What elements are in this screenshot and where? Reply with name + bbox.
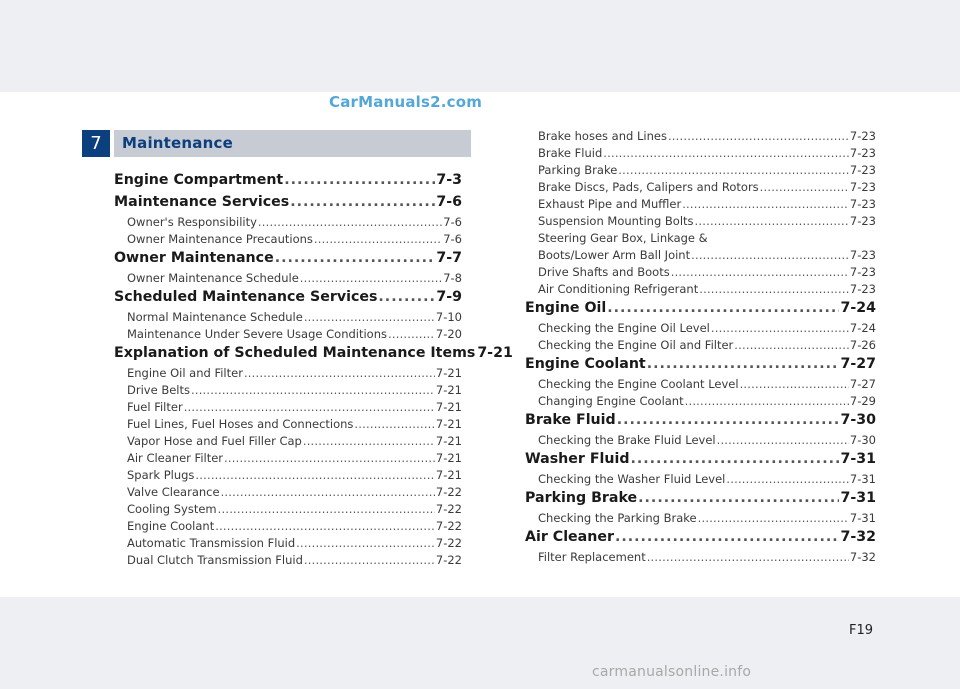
toc-subsection-entry[interactable]: [114, 518, 462, 535]
toc-entry-label: Suspension Mounting Bolts: [538, 214, 694, 228]
toc-entry-label: Checking the Parking Brake: [538, 511, 697, 525]
toc-entry-page: 7-31: [849, 472, 876, 486]
toc-subsection-entry[interactable]: [525, 128, 876, 145]
toc-entry-page: 7-23: [849, 248, 876, 262]
page-number: F19: [849, 623, 874, 638]
toc-dot-leader: [647, 354, 840, 374]
toc-entry-label: Checking the Engine Coolant Level: [538, 377, 739, 391]
toc-entry-page: 7-30: [849, 433, 876, 447]
toc-entry-page: 7-22: [435, 553, 462, 567]
toc-section-entry[interactable]: [114, 170, 462, 190]
toc-entry-page: 7-10: [435, 310, 462, 324]
toc-entry-page: 7-31: [840, 490, 876, 506]
toc-entry-page: 7-23: [849, 180, 876, 194]
toc-subsection-entry[interactable]: [114, 365, 462, 382]
toc-entry-label: Washer Fluid: [525, 451, 630, 467]
toc-entry-label: Engine Oil: [525, 300, 607, 316]
toc-section-entry[interactable]: [114, 287, 462, 307]
toc-subsection-entry[interactable]: [525, 337, 876, 354]
toc-section-entry[interactable]: [525, 298, 876, 318]
toc-subsection-entry[interactable]: [114, 214, 462, 231]
toc-dot-leader: [224, 450, 435, 467]
toc-entry-label: Checking the Engine Oil Level: [538, 321, 710, 335]
toc-entry-page: 7-24: [840, 300, 876, 316]
toc-entry-label: Owner Maintenance: [114, 250, 274, 266]
toc-dot-leader: [215, 518, 435, 535]
toc-entry-page: 7-23: [849, 282, 876, 296]
toc-dot-leader: [711, 320, 849, 337]
toc-entry-label: Normal Maintenance Schedule: [127, 310, 303, 324]
toc-entry-page: 7-7: [436, 250, 462, 266]
toc-entry-label: Owner's Responsibility: [127, 215, 257, 229]
toc-subsection-entry[interactable]: [114, 231, 462, 248]
toc-subsection-entry[interactable]: [525, 432, 876, 449]
toc-dot-leader: [734, 337, 849, 354]
toc-entry-label: Engine Coolant: [525, 356, 646, 372]
toc-dot-leader: [191, 382, 435, 399]
toc-entry-page: 7-21: [435, 468, 462, 482]
toc-dot-leader: [195, 467, 434, 484]
toc-entry-label: Air Cleaner: [525, 529, 614, 545]
toc-entry-page: 7-23: [849, 197, 876, 211]
toc-entry-page: 7-21: [477, 345, 513, 361]
toc-entry-label: Brake hoses and Lines: [538, 129, 667, 143]
toc-subsection-entry[interactable]: [525, 162, 876, 179]
toc-entry-page: 7-32: [840, 529, 876, 545]
toc-entry-label: Exhaust Pipe and Muffler: [538, 197, 682, 211]
toc-entry-page: 7-22: [435, 519, 462, 533]
toc-entry-label: Owner Maintenance Precautions: [127, 232, 313, 246]
toc-entry-label: Changing Engine Coolant: [538, 394, 684, 408]
toc-dot-leader: [726, 471, 849, 488]
toc-dot-leader: [740, 376, 849, 393]
toc-entry-label: Boots/Lower Arm Ball Joint: [538, 248, 691, 262]
toc-entry-label: Parking Brake: [538, 163, 618, 177]
toc-subsection-entry[interactable]: [114, 450, 462, 467]
toc-entry-page: 7-32: [849, 550, 876, 564]
toc-dot-leader: [603, 145, 849, 162]
toc-entry-page: 7-23: [849, 163, 876, 177]
toc-dot-leader: [300, 270, 442, 287]
footer-band: [0, 597, 960, 689]
toc-entry-label: Checking the Brake Fluid Level: [538, 433, 716, 447]
toc-entry-label: Maintenance Under Severe Usage Conditions: [127, 327, 387, 341]
toc-entry-label: Engine Compartment: [114, 172, 284, 188]
toc-section-entry[interactable]: [525, 449, 876, 469]
toc-subsection-entry[interactable]: [114, 535, 462, 552]
toc-section-entry[interactable]: [114, 343, 513, 363]
toc-dot-leader: [388, 326, 435, 343]
toc-subsection-entry[interactable]: [525, 145, 876, 162]
toc-entry-label: Drive Belts: [127, 383, 190, 397]
toc-dot-leader: [698, 510, 849, 527]
toc-entry-label: Fuel Lines, Fuel Hoses and Connections: [127, 417, 354, 431]
toc-subsection-entry[interactable]: [114, 399, 462, 416]
toc-subsection-entry[interactable]: [114, 501, 462, 518]
toc-entry-label: Air Cleaner Filter: [127, 451, 224, 465]
header-band: [0, 0, 960, 92]
toc-entry-page: 7-23: [849, 146, 876, 160]
toc-dot-leader: [647, 549, 849, 566]
toc-subsection-entry[interactable]: [114, 270, 462, 287]
watermark-logo-top[interactable]: CarManuals2.com: [329, 93, 483, 111]
toc-section-entry[interactable]: [114, 248, 462, 268]
toc-entry-page: 7-26: [849, 338, 876, 352]
toc-dot-leader: [378, 287, 435, 307]
toc-subsection-entry[interactable]: [525, 471, 876, 488]
toc-dot-leader: [304, 552, 435, 569]
toc-section-entry[interactable]: [525, 488, 876, 508]
toc-entry-label: Cooling System: [127, 502, 217, 516]
toc-entry-page: 7-23: [849, 129, 876, 143]
toc-entry-page: 7-31: [849, 511, 876, 525]
toc-section-entry[interactable]: [525, 354, 876, 374]
toc-dot-leader: [760, 179, 849, 196]
toc-dot-leader: [244, 365, 435, 382]
toc-entry-label: Brake Fluid: [525, 412, 616, 428]
toc-entry-page: 7-27: [840, 356, 876, 372]
toc-dot-leader: [668, 128, 849, 145]
toc-dot-leader: [275, 248, 436, 268]
toc-dot-leader: [184, 399, 435, 416]
toc-dot-leader: [218, 501, 435, 518]
chapter-number-badge: 7: [82, 130, 110, 157]
toc-dot-leader: [631, 449, 840, 469]
toc-entry-page: 7-9: [436, 289, 462, 305]
toc-entry-page: 7-6: [436, 194, 462, 210]
toc-subsection-entry[interactable]: [525, 393, 876, 410]
toc-entry-page: 7-21: [435, 383, 462, 397]
toc-entry-label: Scheduled Maintenance Services: [114, 289, 378, 305]
toc-subsection-entry[interactable]: [525, 196, 876, 213]
toc-subsection-entry[interactable]: [525, 320, 876, 337]
toc-entry-label: Brake Discs, Pads, Calipers and Rotors: [538, 180, 759, 194]
toc-subsection-entry[interactable]: [114, 467, 462, 484]
toc-subsection-entry[interactable]: [114, 309, 462, 326]
toc-entry-page: 7-21: [435, 400, 462, 414]
toc-entry-label: Fuel Filter: [127, 400, 183, 414]
toc-entry-label: Engine Coolant: [127, 519, 215, 533]
toc-dot-leader: [290, 192, 435, 212]
chapter-title: Maintenance: [122, 134, 233, 152]
toc-entry-page: 7-21: [435, 366, 462, 380]
toc-entry-label: Filter Replacement: [538, 550, 646, 564]
toc-subsection-entry[interactable]: [114, 552, 462, 569]
toc-subsection-entry[interactable]: [114, 382, 462, 399]
toc-entry-page: 7-30: [840, 412, 876, 428]
toc-entry-label: Explanation of Scheduled Maintenance Items: [114, 345, 476, 361]
toc-entry-page: 7-21: [435, 451, 462, 465]
toc-entry-page: 7-6: [443, 232, 462, 246]
toc-dot-leader: [304, 309, 435, 326]
watermark-logo-bottom[interactable]: carmanualsonline.info: [592, 664, 752, 680]
toc-entry-page: 7-3: [436, 172, 462, 188]
toc-section-entry[interactable]: [525, 527, 876, 547]
toc-entry-page: 7-23: [849, 214, 876, 228]
toc-entry-page: 7-31: [840, 451, 876, 467]
toc-entry-label: Automatic Transmission Fluid: [127, 536, 296, 550]
toc-dot-leader: [717, 432, 849, 449]
toc-dot-leader: [284, 170, 435, 190]
toc-entry-label: Checking the Washer Fluid Level: [538, 472, 726, 486]
toc-entry-label: Drive Shafts and Boots: [538, 265, 670, 279]
toc-dot-leader: [314, 231, 442, 248]
toc-entry-page: 7-8: [443, 271, 462, 285]
toc-entry-page: 7-22: [435, 485, 462, 499]
toc-subsection-entry[interactable]: [114, 433, 462, 450]
toc-dot-leader: [296, 535, 435, 552]
toc-dot-leader: [699, 281, 849, 298]
toc-entry-label: Owner Maintenance Schedule: [127, 271, 299, 285]
toc-entry-page: 7-27: [849, 377, 876, 391]
toc-entry-label: Checking the Engine Oil and Filter: [538, 338, 734, 352]
toc-subsection-entry[interactable]: [525, 281, 876, 298]
toc-entry-page: 7-6: [443, 215, 462, 229]
toc-dot-leader: [671, 264, 849, 281]
toc-dot-leader: [685, 393, 849, 410]
toc-section-entry[interactable]: [525, 410, 876, 430]
toc-entry-label: Parking Brake: [525, 490, 638, 506]
toc-entry-label: Maintenance Services: [114, 194, 290, 210]
toc-dot-leader: [221, 484, 435, 501]
toc-subsection-entry[interactable]: [525, 549, 876, 566]
toc-entry-label: Brake Fluid: [538, 146, 603, 160]
toc-entry-page: 7-22: [435, 536, 462, 550]
toc-subsection-entry[interactable]: [525, 510, 876, 527]
toc-entry-page: 7-21: [435, 417, 462, 431]
toc-dot-leader: [638, 488, 839, 508]
toc-subsection-entry[interactable]: [525, 376, 876, 393]
toc-subsection-entry[interactable]: [114, 484, 462, 501]
toc-entry-continued-label: Steering Gear Box, Linkage &: [538, 231, 708, 245]
toc-dot-leader: [607, 298, 839, 318]
toc-subsection-entry[interactable]: [525, 179, 876, 196]
toc-dot-leader: [615, 527, 840, 547]
toc-dot-leader: [695, 213, 849, 230]
toc-dot-leader: [682, 196, 849, 213]
toc-dot-leader: [617, 410, 840, 430]
toc-subsection-entry[interactable]: [525, 213, 876, 230]
toc-entry-page: 7-20: [435, 327, 462, 341]
toc-subsection-entry[interactable]: [525, 247, 876, 264]
toc-dot-leader: [691, 247, 849, 264]
toc-dot-leader: [618, 162, 849, 179]
toc-dot-leader: [303, 433, 435, 450]
toc-entry-label: Spark Plugs: [127, 468, 195, 482]
toc-dot-leader: [354, 416, 434, 433]
toc-subsection-entry[interactable]: [114, 326, 462, 343]
toc-subsection-entry[interactable]: [525, 264, 876, 281]
toc-subsection-entry[interactable]: [114, 416, 462, 433]
toc-section-entry[interactable]: [114, 192, 462, 212]
toc-entry-label: Valve Clearance: [127, 485, 220, 499]
toc-entry-label: Dual Clutch Transmission Fluid: [127, 553, 303, 567]
toc-dot-leader: [258, 214, 442, 231]
toc-entry-label: Air Conditioning Refrigerant: [538, 282, 699, 296]
toc-entry-page: 7-29: [849, 394, 876, 408]
toc-entry-page: 7-23: [849, 265, 876, 279]
toc-entry-page: 7-21: [435, 434, 462, 448]
toc-entry-label: Vapor Hose and Fuel Filler Cap: [127, 434, 302, 448]
toc-entry-page: 7-24: [849, 321, 876, 335]
toc-entry-page: 7-22: [435, 502, 462, 516]
toc-entry-label: Engine Oil and Filter: [127, 366, 243, 380]
